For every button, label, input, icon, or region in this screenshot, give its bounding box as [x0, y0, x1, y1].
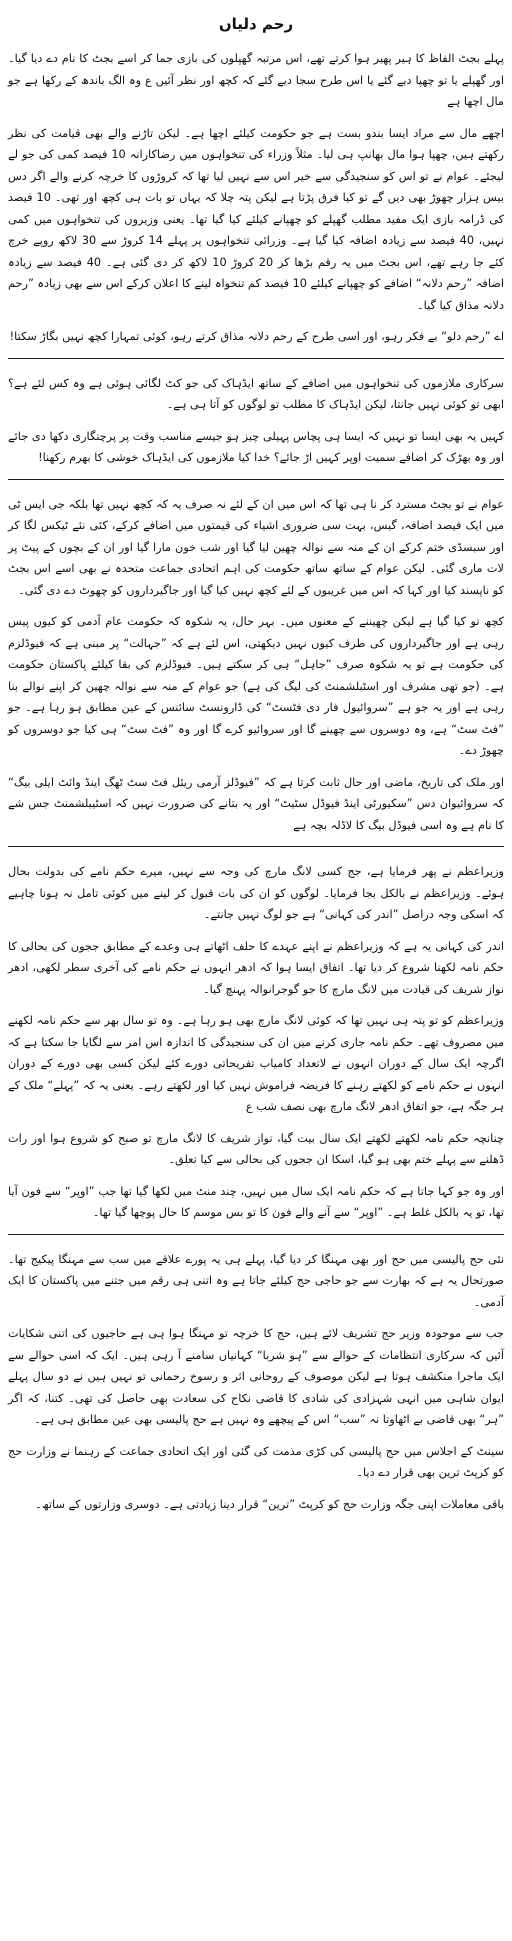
paragraph: اندر کی کہانی یہ ہے کہ وزیراعظم نے اپنے عہدے کا حلف اٹھاتے ہی وعدے کے مطابق ججوں کی بحالی کا حکم نامہ لکھنا شروع کر دیا تھا۔ اتفاق ایسا ہوا کہ ادھر انہوں نے حکم نامے کی آخری سطر لکھی، ادھر نواز شریف کی قیادت میں لانگ مارچ کا جو گوجرانوالہ پہنچ گیا۔ [8, 939, 504, 996]
paragraph: باقی معاملات اپنی جگہ وزارت حج کو کرپٹ ”ترین“ قرار دینا زیادتی ہے۔ دوسری وزارتوں کے ساتھ۔ [35, 1497, 504, 1511]
paragraph: نئی حج پالیسی میں حج اور بھی مہنگا کر دیا گیا، پہلے ہی یہ پورے علاقے میں سب سے مہنگا پیکیج تھا۔ صورتحال یہ ہے کہ بھارت سے جو حاجی حج کیلئے جاتا ہے وہ اتنی ہی رقم میں جتنے میں پاکستان کا ایک آدمی۔ [8, 1252, 504, 1309]
paragraph: اچھے مال سے مراد ایسا بندو بست ہے جو حکومت کیلئے اچھا ہے۔ لیکن تاڑنے والے بھی قیامت کی نظر رکھتے ہیں، چھپا ہوا مال بھانپ ہی لیا۔ مثلاً وزراء کی تنخواہوں میں رضاکارانہ 10 فیصد کمی کی جو لے لیجئے۔ عوام نے تو اس کو سنجیدگی سے خیر اس سے نہیں لیا تھا کہ کروڑوں کا خرچہ کرنے والے اگر دس بیس ہزار چھوڑ بھی دیں گے تو کیا فرق پڑتا ہے لیکن پتہ چلا کہ یہاں تو بات ہی کچھ اور تھی۔ 10 فیصد کی ڈرامہ بازی ایک مفید مطلب گھپلے کو چھپانے کیلئے کیا گیا تھا۔ یعنی وزیروں کی تنخواہوں میں کمی نہیں، 40 فیصد سے زیادہ اضافہ کیا گیا ہے۔ وزرائی تنخواہوں پر پہلے 14 کروڑ سے 30 لاکھ روپے خرچ کئے جا رہے تھے، اس بجٹ میں یہ رقم بڑھا کر 20 کروڑ 10 لاکھ کر دی گئی ہے۔ 40 فیصد سے زیادہ اضافہ ”رحم دلانہ“ اضافے کو چھپانے کیلئے 10 فیصد کم تنخواہ لینے کا اعلان کرکے اس سے بھی زیادہ ”رحم دلانہ مذاق کیا گیا۔ [8, 126, 505, 312]
paragraph: اے ”رحم دلو“ بے فکر رہو، اور اسی طرح کے رحم دلانہ مذاق کرتے رہو، کوئی تمہارا کچھ نہیں بگاڑ سکتا! [9, 330, 504, 343]
paragraph: اور ملک کی تاریخ، ماضی اور حال ثابت کرتا ہے کہ ”فیوڈلز آرمی ریئل فٹ سٹ ٹھگ اینڈ وائٹ ایلی بیگ“ کہ سروائیوان دس ”سکیورٹی اینڈ فیوڈل سٹیٹ“ اور یہ بتانے کی ضرورت نہیں کہ اسٹیبلشمنٹ جس شے کا نام ہے وہ اسی فیوڈل بیگ کا لاڈلہ بچہ ہے [8, 775, 504, 832]
paragraph: اور وہ جو کہا جاتا ہے کہ حکم نامہ ایک سال میں نہیں، چند منٹ میں لکھا گیا تھا جب ”اوپر“ سے فون آیا تھا، تو یہ بالکل غلط ہے۔ ”اوپر“ سے آنے والے فون کا تو بس موسم کا حال پوچھا گیا تھا۔ [8, 1184, 504, 1219]
section-adhoc [8, 373, 504, 469]
article-title: رحم دلیاں [218, 15, 294, 33]
section-divider [8, 1234, 504, 1235]
paragraph: عوام نے تو بجٹ مسترد کر نا ہی تھا کہ اس میں ان کے لئے نہ صرف یہ کہ کچھ نہیں تھا بلکہ جی ایس ٹی میں ایک فیصد اضافہ، گیس، بہت سی ضروری اشیاء کی قیمتوں میں اضافے کرکے، کئی نئے ٹیکس لگا کر اور سبسڈی ختم کرکے ان کے منہ سے نوالہ چھین لیا گیا اور شب خون مارا گیا اور ان کے بچوں کے پیٹ پر لات ماری گئی۔ لیکن عوام کے ساتھ ساتھ حکومت کی اہم اتحادی جماعت متحدہ نے بھی اسے اس بجٹ کو ناپسند کیا اور کہا کہ اس میں غریبوں کے لئے کچھ نہیں کیا گیا اور جاگیرداروں کو چھوٹ دے دی گئی۔ [8, 497, 504, 597]
paragraph: چنانچہ حکم نامہ لکھتے لکھتے ایک سال بیت گیا، نواز شریف کا لانگ مارچ تو صبح کو شروع ہوا اور رات ڈھلنے سے پہلے ختم بھی ہو گیا، اسکا ان ججوں کی بحالی سے کیا تعلق۔ [8, 1131, 504, 1166]
paragraph: کچھ تو کیا گیا ہے لیکن چھیننے کے معنوں میں۔ بہر حال، یہ شکوہ کہ حکومت عام آدمی کو کیوں پیس رہی ہے اور جاگیرداروں کی طرف کیوں نہیں دیکھتی، اس لئے ہے کہ ”جہالت“ پر مبنی ہے کہ فیوڈلزم کی حکومت ہے تو یہ شکوہ صرف ”جاہل“ ہی کر سکتے ہیں۔ فیوڈلزم کی بقا کیلئے پاکستان حکومت ہے۔ (جو تھی مشرف اور اسٹبلشمنٹ کی لیگ کی ہے) جو عوام کے منہ سے نوالہ چھین کر اپنے نوالے بنا رہی ہے اور یہ جو ہے ”سروائیول فار دی فٹسٹ“ کی ڈارونسٹ سائنس کے عین مطابق ہو رہا ہے۔ جو ”فٹ سٹ“ ہے، وہ دوسروں سے چھینے گا اور سروائیو کرے گا اور وہ ”فٹ سٹ“ ہی کیا جو دوسروں کو چھوڑ دے۔ [8, 615, 504, 757]
section-divider [8, 479, 504, 480]
paragraph: پہلے بجٹ الفاظ کا ہیر پھیر ہوا کرتے تھے، اس مرتبہ گھپلوں کی بازی جما کر اسے بجٹ کا نام دے دیا گیا۔ اور گھپلے یا تو چھپا دیے گئے یا اس طرح سجا دیے گئے کہ کچھ اور نظر آئیں ع وہ الگ باندھ کے رکھا ہے جو مال اچھا ہے [8, 52, 504, 108]
paragraph: وزیراعظم کو تو پتہ ہی نہیں تھا کہ کوئی لانگ مارچ بھی ہو رہا ہے۔ وہ تو سال بھر سے حکم نامہ لکھنے میں مصروف تھے۔ حکم نامہ جاری کرنے میں ان کی سنجیدگی کا اندازہ اس امر سے لگایا جا سکتا ہے کہ اگرچہ ایک سال کے دوران انہوں نے لاتعداد کامیاب تفریحاتی دورے کئے لیکن کسی بھی دورے کے دوران انہوں نے حکم نامے کو لکھتے رہنے کا فریضہ فراموش نہیں کیا اور لکھتے رہے۔ یعنی یہ کہ ”پہلے“ ملک کے ہر جگہ ہے، جو اتفاق ادھر لانگ مارچ بھی نصف شب ع [8, 1014, 504, 1113]
section-feudalism [8, 494, 504, 837]
section-hajj [8, 1249, 504, 1516]
paragraph: جب سے موجودہ وزیر حج تشریف لائے ہیں، حج کا خرچہ تو مہنگا ہوا ہی ہے حاجیوں کی اتنی شکایات آئیں کہ سرکاری انتظامات کے حوالے سے ”ہو شربا“ کہانیاں سامنے آ رہی ہیں۔ ایک کہ اسی حوالے سے ایک ماجرا منکشف ہوتا ہے لیکن موصوف کے روحانی اثر و رسوخ رحمانی تو نہیں ہیں نے دو سال پہلے ایوان شاہی میں انہی شہزادی کی شادی کا قاضی نکاح کی سعادت بھی حاصل کی تھی۔ کتنا، کہ اگر ”ہر“ بھی قاضی بے اٹھاوتا نہ ”سب“ اس کے پیچھے وہ نہیں ہے حج پالیسی بھی عین مطابق ہی ہے۔ [8, 1327, 504, 1426]
paragraph: سینٹ کے اجلاس میں حج پالیسی کی کڑی مذمت کی گئی اور ایک اتحادی جماعت کے رہنما نے وزارت حج کو کرپٹ ترین بھی قرار دے دیا۔ [8, 1444, 504, 1479]
paragraph: سرکاری ملازموں کی تنخواہوں میں اضافے کے ساتھ ایڈہاک کی جو کٹ لگائی ہوئی ہے وہ کس لئے ہے؟ ابھی تو کوئی نہیں جانتا، لیکن ایڈہاک کا مطلب تو لوگوں کو آتا ہی ہے۔ [8, 376, 504, 411]
section-divider [8, 358, 504, 359]
section-budget [8, 48, 504, 348]
paragraph: کہیں یہ بھی ایسا تو نہیں کہ ایسا ہی پچاس پہیلی چیز ہو جیسے مناسب وقت پر پرچنگاری دکھا دی جائے اور وہ بھڑک کر اضافے سمیت اوپر کہیں اڑ جائے؟ خدا کیا ملازموں کی ایڈہاک خوشی کا بھرم رکھنا! [8, 429, 504, 464]
section-divider [8, 846, 504, 847]
section-judges [8, 861, 504, 1224]
paragraph: وزیراعظم نے پھر فرمایا ہے، جج کسی لانگ مارچ کی وجہ سے نہیں، میرے حکم نامے کی بدولت بحال ہوئے۔ وزیراعظم نے بالکل بجا فرمایا۔ لوگوں کو ان کی بات قبول کر لینے میں کوئی تامل نہ ہونا چاہیے کہ اسکی وجہ دراصل ”اندر کی کہانی“ ہے جو لوگ نہیں جانتے۔ [8, 865, 504, 921]
